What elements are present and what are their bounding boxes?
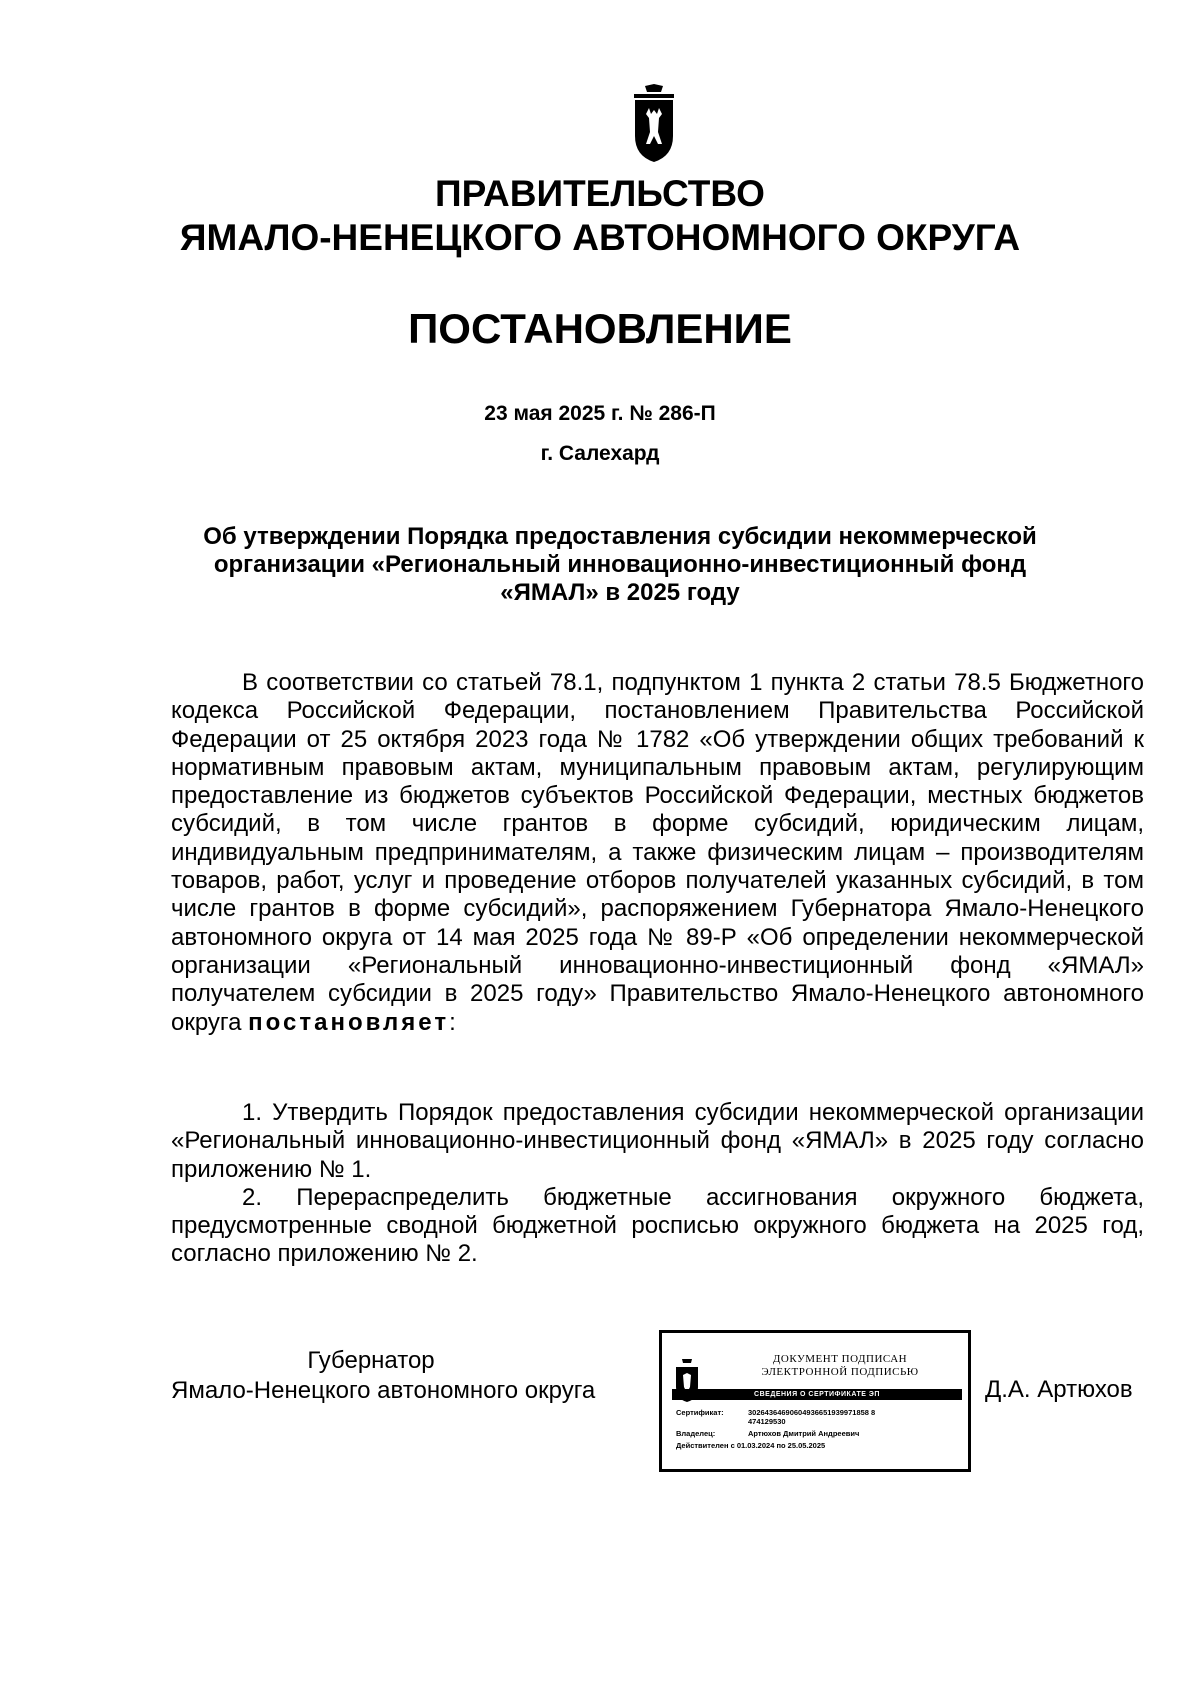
resolution-item-2: 2. Перераспределить бюджетные ассигнования окружного бюджета, предусмотренные сводной бюджетной росписью окружного бюджета на 2025 год, согласно приложению № 2. (171, 1183, 1144, 1268)
stamp-header-line1: ДОКУМЕНТ ПОДПИСАН (772, 1353, 908, 1365)
resolves-colon: : (449, 1008, 456, 1036)
document-type: ПОСТАНОВЛЕНИЕ (408, 305, 792, 352)
document-title: Об утверждении Порядка предоставления субсидии некоммерческой организации «Региональный инновационно-инвестиционный фонд «ЯМАЛ» в 2025 году (203, 523, 1037, 606)
resolution-items (171, 1099, 1144, 1269)
signatory-role (171, 1346, 641, 1406)
stamp-owner-row (676, 1429, 859, 1439)
stamp-owner-label: Владелец: (676, 1429, 716, 1438)
coat-of-arms-icon (631, 84, 677, 164)
stamp-certificate-value: 30264364690604936651939971858 8 (748, 1408, 876, 1417)
resolves-word: постановляет (248, 1008, 450, 1036)
preamble-paragraph (171, 669, 1144, 1037)
stamp-header (720, 1353, 960, 1379)
electronic-signature-stamp (659, 1330, 971, 1472)
organization-name-line2: ЯМАЛО-НЕНЕЦКОГО АВТОНОМНОГО ОКРУГА (179, 217, 1021, 258)
preamble-text: В соответствии со статьей 78.1, подпунктом 1 пункта 2 статьи 78.5 Бюджетного кодекса Российской Федерации, постановлением Правительства Российской Федерации от 25 октября 2023 года № 1782 «Об утверждении общих требований к нормативным правовым актам, муниципальным правовым актам, регулирующим предоставление из бюджетов субъектов Российской Федерации, местных бюджетов субсидий, в том числе грантов в форме субсидий, юридическим лицам, индивидуальным предпринимателям, а также физическим лицам – производителям товаров, работ, услуг и проведение отборов получателей указанных субсидий, в том числе грантов в форме субсидий», распоряжением Губернатора Ямало-Ненецкого автономного округа от 14 мая 2025 года № 89-Р «Об определении некоммерческой организации «Региональный инновационно-инвестиционный фонд «ЯМАЛ» получателем субсидии в 2025 году» Правительство Ямало-Ненецкого автономного округа (171, 669, 1144, 1036)
stamp-owner-value: Артюхов Дмитрий Андреевич (748, 1429, 860, 1438)
stamp-validity: Действителен с 01.03.2024 по 25.05.2025 (676, 1441, 826, 1450)
stamp-header-line2: ЭЛЕКТРОННОЙ ПОДПИСЬЮ (761, 1366, 919, 1378)
signatory-role-line1: Губернатор (307, 1347, 435, 1374)
document-date-number: 23 мая 2025 г. № 286-П (484, 402, 716, 425)
stamp-certificate-label: Сертификат: (676, 1408, 724, 1417)
signatory-name: Д.А. Артюхов (985, 1376, 1133, 1403)
stamp-certificate-value2: 474129530 (748, 1417, 786, 1426)
organization-name-line1: ПРАВИТЕЛЬСТВО (435, 173, 765, 214)
resolution-item-1: 1. Утвердить Порядок предоставления субсидии некоммерческой организации «Региональный инновационно-инвестиционный фонд «ЯМАЛ» в 2025 году согласно приложению № 1. (171, 1099, 1144, 1183)
signatory-role-line2: Ямало-Ненецкого автономного округа (171, 1377, 596, 1404)
document-city: г. Салехард (540, 442, 660, 465)
stamp-certificate-bar: СВЕДЕНИЯ О СЕРТИФИКАТЕ ЭП (672, 1389, 962, 1400)
